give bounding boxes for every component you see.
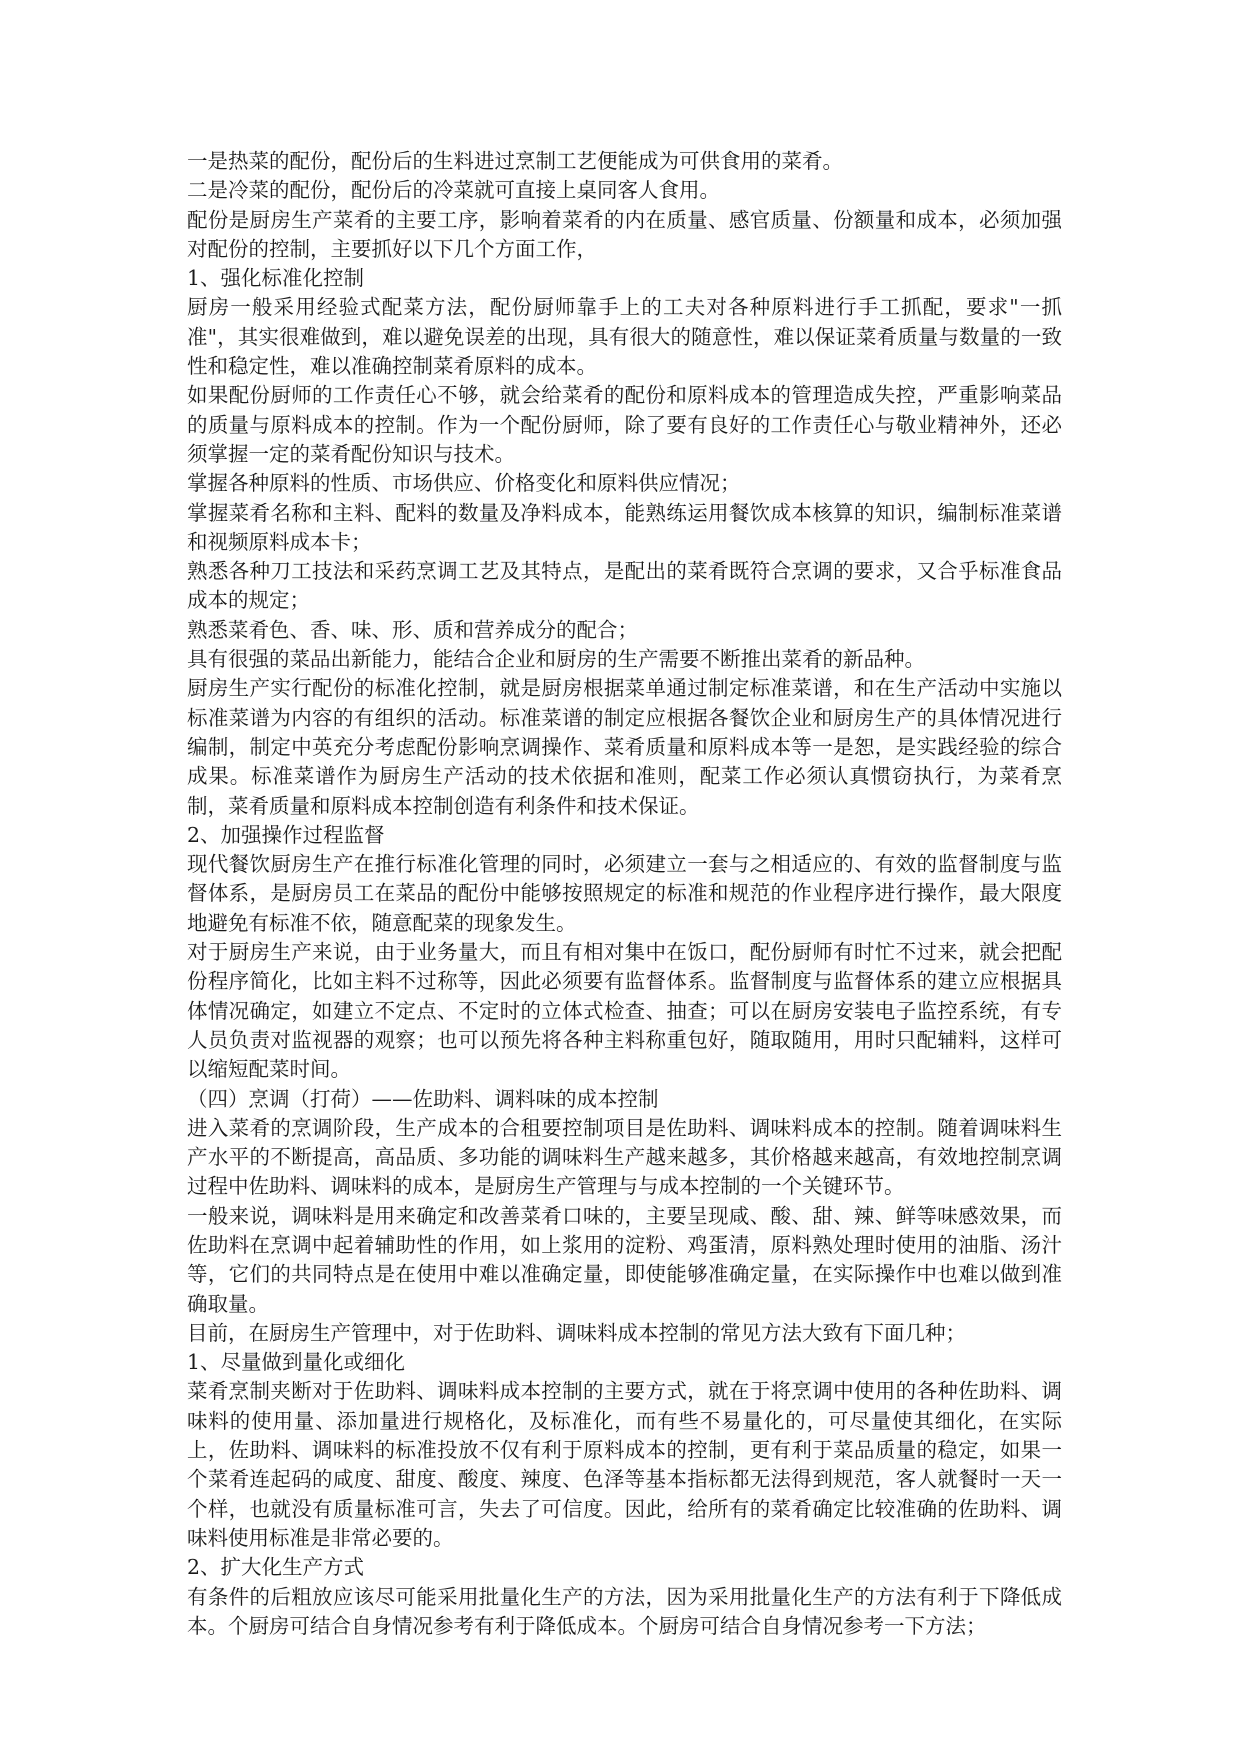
paragraph: 厨房生产实行配份的标准化控制，就是厨房根据菜单通过制定标准菜谱，和在生产活动中实施以标准菜谱为内容的有组织的活动。标准菜谱的制定应根据各餐饮企业和厨房生产的具体情况进行编制，制定中英充分考虑配份影响烹调操作、菜肴质量和原料成本等一是恕，是实践经验的综合成果。标准菜谱作为厨房生产活动的技术依据和准则，配菜工作必须认真惯窃执行，为菜肴烹制，菜肴质量和原料成本控制创造有利条件和技术保证。 — [187, 676, 1062, 818]
paragraph: 对于厨房生产来说，由于业务量大，而且有相对集中在饭口，配份厨师有时忙不过来，就会把配份程序简化，比如主料不过称等，因此必须要有监督体系。监督制度与监督体系的建立应根据具体情况确定，如建立不定点、不定时的立体式检查、抽查；可以在厨房安装电子监控系统，有专人员负责对监视器的观察；也可以预先将各种主料称重包好，随取随用，用时只配辅料，这样可以缩短配菜时间。 — [187, 940, 1062, 1082]
paragraph: 一是热菜的配份，配份后的生料进过烹制工艺便能成为可供食用的菜肴。 — [187, 149, 843, 173]
document-body — [187, 147, 1062, 1641]
paragraph: 熟悉菜肴色、香、味、形、质和营养成分的配合； — [187, 617, 638, 642]
section-heading: （四）烹调（打荷）——佐助料、调料味的成本控制 — [187, 1086, 659, 1111]
section-heading: 2、扩大化生产方式 — [187, 1555, 365, 1580]
paragraph: 菜肴烹制夹断对于佐助料、调味料成本控制的主要方式，就在于将烹调中使用的各种佐助料、调味料的使用量、添加量进行规格化，及标准化，而有些不易量化的，可尽量使其细化，在实际上，佐助料、调味料的标准投放不仅有利于原料成本的控制，更有利于菜品质量的稳定，如果一个菜肴连起码的咸度、甜度、酸度、辣度、色泽等基本指标都无法得到规范，客人就餐时一天一个样，也就没有质量标准可言，失去了可信度。因此，给所有的菜肴确定比较准确的佐助料、调味料使用标准是非常必要的。 — [187, 1379, 1062, 1550]
section-heading: 1、尽量做到量化或细化 — [187, 1350, 406, 1375]
paragraph: 熟悉各种刀工技法和采药烹调工艺及其特点，是配出的菜肴既符合烹调的要求，又合乎标准食品成本的规定； — [187, 559, 1062, 613]
paragraph: 掌握菜肴名称和主料、配料的数量及净料成本，能熟练运用餐饮成本核算的知识，编制标准菜谱和视频原料成本卡； — [187, 500, 1062, 554]
paragraph: 有条件的后粗放应该尽可能采用批量化生产的方法，因为采用批量化生产的方法有利于下降低成本。个厨房可结合自身情况参考有利于降低成本。个厨房可结合自身情况参考一下方法； — [187, 1584, 1062, 1638]
paragraph: 一般来说，调味料是用来确定和改善菜肴口味的，主要呈现咸、酸、甜、辣、鲜等味感效果，而佐助料在烹调中起着辅助性的作用，如上浆用的淀粉、鸡蛋清，原料熟处理时使用的油脂、汤汁等，它们的共同特点是在使用中难以准确定量，即使能够准确定量，在实际操作中也难以做到准确取量。 — [187, 1203, 1062, 1316]
paragraph: 现代餐饮厨房生产在推行标准化管理的同时，必须建立一套与之相适应的、有效的监督制度与监督体系，是厨房员工在菜品的配份中能够按照规定的标准和规范的作业程序进行操作，最大限度地避免有标准不依，随意配菜的现象发生。 — [187, 852, 1062, 935]
paragraph: 具有很强的菜品出新能力，能结合企业和厨房的生产需要不断推出菜肴的新品种。 — [187, 647, 925, 672]
section-heading: 2、加强操作过程监督 — [187, 822, 385, 847]
paragraph: 如果配份厨师的工作责任心不够，就会给菜肴的配份和原料成本的管理造成失控，严重影响菜品的质量与原料成本的控制。作为一个配份厨师，除了要有良好的工作责任心与敬业精神外，还必须掌握一定的菜肴配份知识与技术。 — [187, 383, 1062, 466]
paragraph: 目前，在厨房生产管理中，对于佐助料、调味料成本控制的常见方法大致有下面几种； — [187, 1320, 966, 1345]
paragraph: 二是冷菜的配份，配份后的冷菜就可直接上桌同客人食用。 — [187, 178, 720, 203]
paragraph: 厨房一般采用经验式配菜方法，配份厨师靠手上的工夫对各种原料进行手工抓配，要求"一抓准"，其实很难做到，难以避免误差的出现，具有很大的随意性，难以保证菜肴质量与数量的一致性和稳定性，难以准确控制菜肴原料的成本。 — [187, 295, 1062, 379]
paragraph: 掌握各种原料的性质、市场供应、价格变化和原料供应情况； — [187, 471, 741, 496]
section-heading: 1、强化标准化控制 — [187, 266, 365, 291]
paragraph: 配份是厨房生产菜肴的主要工序，影响着菜肴的内在质量、感官质量、份额量和成本，必须加强对配份的控制，主要抓好以下几个方面工作， — [187, 207, 1062, 261]
paragraph: 进入菜肴的烹调阶段，生产成本的合租要控制项目是佐助料、调味料成本的控制。随着调味料生产水平的不断提高，高品质、多功能的调味料生产越来越多，其价格越来越高，有效地控制烹调过程中佐助料、调味料的成本，是厨房生产管理与与成本控制的一个关键环节。 — [187, 1115, 1062, 1199]
